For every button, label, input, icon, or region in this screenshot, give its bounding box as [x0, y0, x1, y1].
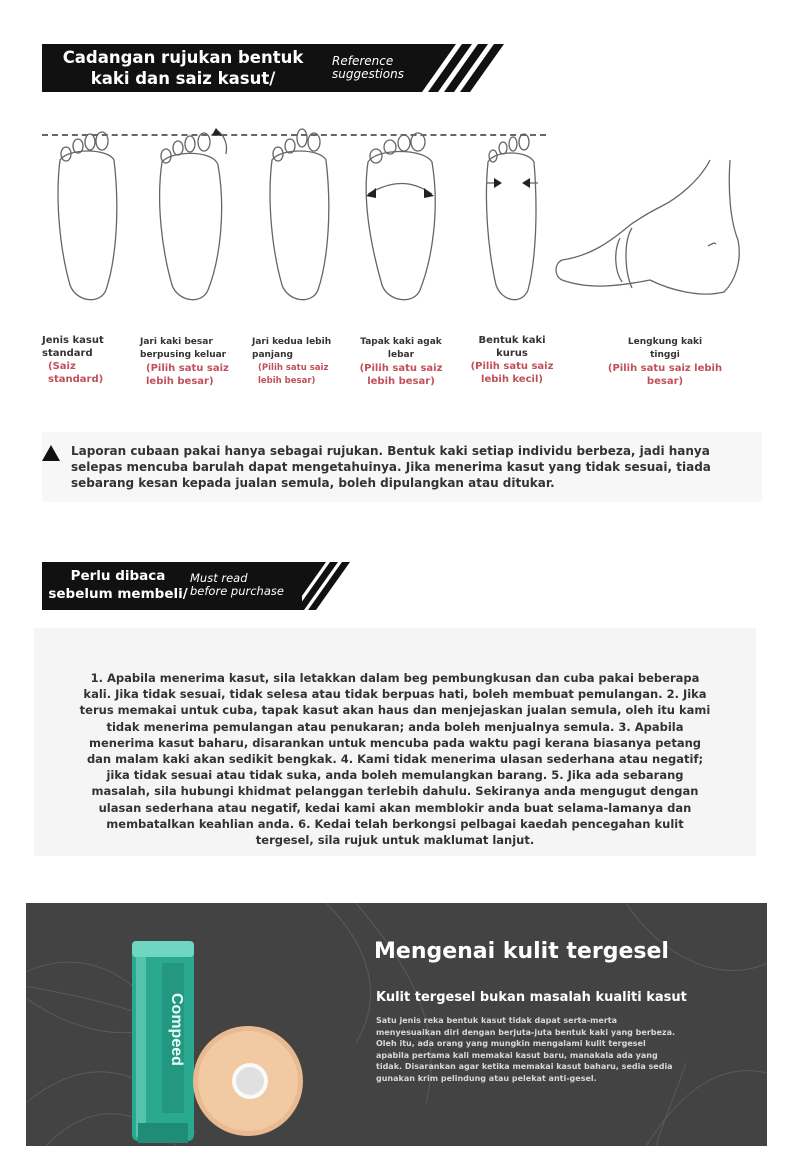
- section-banner-reference: [42, 44, 472, 92]
- caption-label: panjang: [252, 350, 293, 360]
- caption-label: Jari kedua lebih: [252, 337, 332, 347]
- foot-bunion-drawing: [160, 128, 227, 300]
- caption-wide: [352, 336, 450, 388]
- caption-size-advice: (Saiz standard): [48, 361, 104, 385]
- chafing-info-panel: [26, 903, 767, 1146]
- purchase-rules-panel: [34, 628, 756, 856]
- caption-label: Tapak kaki agak: [360, 337, 442, 347]
- banner-title: Cadangan rujukan bentuk kaki dan saiz kasut/: [62, 48, 304, 88]
- chafing-subtitle: Kulit tergesel bukan masalah kualiti kasut: [376, 990, 687, 1005]
- banner-subtitle: Reference suggestions: [332, 54, 404, 81]
- caption-label: tinggi: [650, 350, 680, 360]
- caption-size-advice: (Pilih satu saiz lebih besar): [258, 363, 329, 386]
- notice-text: Laporan cubaan pakai hanya sebagai rujukan. Bentuk kaki setiap individu berbeza, jadi hanya selepas mencuba barulah dapat mengetahuinya. Jika menerima kasut yang tidak sesuai, tiada sebarang kesan kepada jualan semula, boleh dipulangkan atau ditukar.: [71, 444, 711, 490]
- warning-triangle-icon: [42, 445, 60, 461]
- caption-label: Jari kaki besar: [140, 337, 213, 347]
- purchase-rules-text: 1. Apabila menerima kasut, sila letakkan dalam beg pembungkusan dan cuba pakai beberapa kali. Jika tidak sesuai, tidak selesa atau tidak berpuas hati, boleh membuat pemulangan. 2. Jika terus memakai untuk cuba, tapak kasut akan haus dan menjejaskan jualan semula, oleh itu kami tidak menerima pemulangan atau penukaran; anda boleh menjualnya semula. 3. Apabila menerima kasut baharu, disarankan untuk mencuba pada waktu pagi kerana biasanya petang dan malam kaki akan sedikit bengkak. 4. Kami tidak menerima ulasan sederhana atau negatif; jika tidak sesuai atau tidak suka, anda boleh memulangkan barang. 5. Jika ada sebarang masalah, sila hubungi khidmat pelanggan terlebih dahulu. Sekiranya anda mengugut dengan ulasan sederhana atau negatif, kedai kami akan memblokir anda buat selama-lamanya dan membatalkan keahlian anda. 6. Kedai telah berkongsi pelbagai kaedah pencegahan kulit tergesel, sila rujuk untuk maklumat lanjut.: [79, 671, 711, 848]
- caption-size-advice: (Pilih satu saiz lebih kecil): [470, 361, 554, 385]
- foot-long-second-toe-drawing: [270, 129, 329, 300]
- anti-blister-tape-product: [188, 1021, 308, 1141]
- chafing-title: Mengenai kulit tergesel: [374, 939, 669, 964]
- caption-high-arch: [600, 336, 730, 388]
- banner-subtitle: Must read before purchase: [190, 571, 284, 598]
- caption-bunion: [140, 336, 240, 388]
- caption-size-advice: (Pilih satu saiz lebih besar): [607, 363, 723, 387]
- foot-standard-drawing: [58, 132, 117, 300]
- foot-shape-illustration: [40, 120, 760, 320]
- chafing-body-text: Satu jenis reka bentuk kasut tidak dapat serta-merta menyesuaikan diri dengan berjuta-juta bentuk kaki yang berbeza. Oleh itu, ada orang yang mungkin mengalami kulit tergesel apabila pertama kali memakai kasut baru, manakala ada yang tidak. Disarankan agar ketika memakai kasut baharu, sedia sedia gunakan krim pelindung atau pelekat anti-gesel.: [376, 1016, 676, 1083]
- caption-label: Jenis kasut: [42, 335, 104, 346]
- caption-thin: [462, 334, 562, 386]
- caption-label: Bentuk kaki: [478, 335, 546, 346]
- caption-label: standard: [42, 348, 93, 359]
- caption-size-advice: (Pilih satu saiz lebih besar): [146, 363, 229, 387]
- foot-thin-drawing: [486, 134, 538, 300]
- foot-wide-drawing: [366, 133, 435, 300]
- banner-title: Perlu dibaca sebelum membeli/: [48, 568, 188, 602]
- caption-label: Lengkung kaki: [627, 337, 703, 347]
- caption-label: berpusing keluar: [140, 350, 227, 360]
- caption-label: kurus: [496, 348, 528, 359]
- fitting-notice: [42, 432, 762, 502]
- foot-high-arch-drawing: [556, 160, 739, 294]
- caption-long-second-toe: [252, 336, 352, 388]
- caption-label: lebar: [387, 350, 415, 360]
- section-banner-must-read: [42, 562, 352, 610]
- caption-size-advice: (Pilih satu saiz lebih besar): [359, 363, 443, 387]
- product-brand-text: Compeed: [168, 993, 185, 1066]
- caption-standard: [42, 334, 132, 386]
